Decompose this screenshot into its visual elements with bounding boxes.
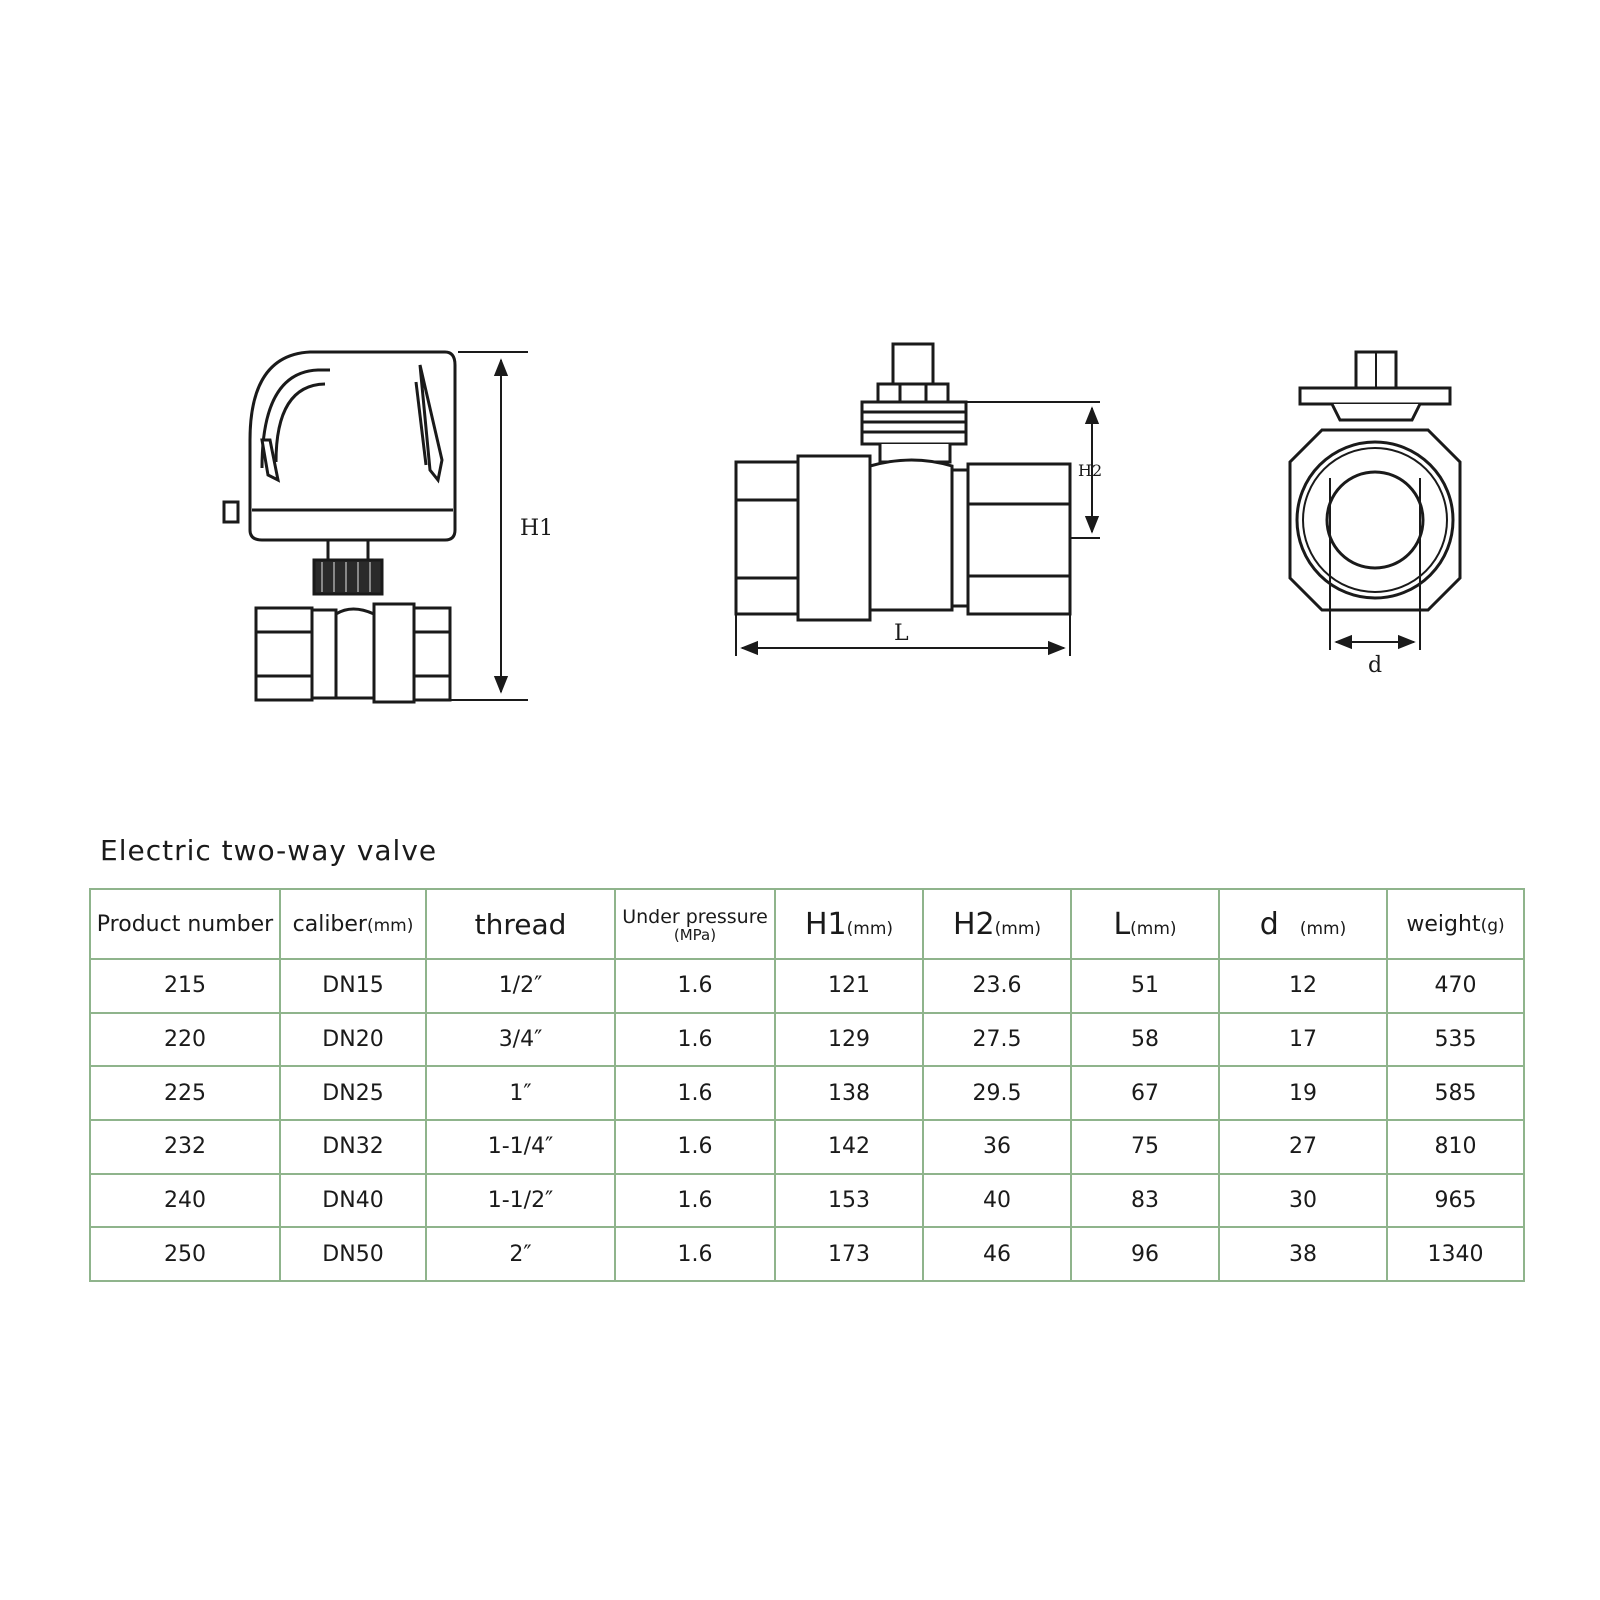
table-row — [90, 1120, 1524, 1174]
cell-l: 75 — [1071, 1120, 1219, 1174]
cell-h2: 46 — [923, 1227, 1071, 1281]
cell-d: 12 — [1219, 959, 1387, 1013]
cell-pressure: 1.6 — [615, 1174, 775, 1228]
cell-thread: 2″ — [426, 1227, 615, 1281]
cell-pressure: 1.6 — [615, 1120, 775, 1174]
cell-d: 19 — [1219, 1066, 1387, 1120]
cell-h1: 153 — [775, 1174, 923, 1228]
cell-weight: 585 — [1387, 1066, 1524, 1120]
cell-h2: 27.5 — [923, 1013, 1071, 1067]
cell-h1: 129 — [775, 1013, 923, 1067]
header-row — [90, 889, 1524, 959]
valve-front-drawing — [736, 344, 1103, 656]
cell-l: 58 — [1071, 1013, 1219, 1067]
cell-thread: 1/2″ — [426, 959, 615, 1013]
spec-table — [89, 888, 1525, 1282]
cell-d: 17 — [1219, 1013, 1387, 1067]
cell-thread: 3/4″ — [426, 1013, 615, 1067]
cell-product: 240 — [90, 1174, 280, 1228]
cell-caliber: DN50 — [280, 1227, 426, 1281]
cell-pressure: 1.6 — [615, 1227, 775, 1281]
header-h1: H1(mm) — [775, 889, 923, 959]
table-title: Electric two-way valve — [100, 834, 438, 867]
header-pressure: Under pressure (MPa) — [615, 889, 775, 959]
cell-h2: 29.5 — [923, 1066, 1071, 1120]
header-caliber: caliber(mm) — [280, 889, 426, 959]
table-row — [90, 1013, 1524, 1067]
cell-product: 250 — [90, 1227, 280, 1281]
table-row — [90, 1174, 1524, 1228]
cell-weight: 810 — [1387, 1120, 1524, 1174]
valve-end-drawing — [1290, 352, 1460, 650]
h2-dimension-label: H2 — [1078, 461, 1103, 480]
d-dimension-label: d — [1368, 653, 1383, 678]
cell-thread: 1-1/2″ — [426, 1174, 615, 1228]
cell-h1: 142 — [775, 1120, 923, 1174]
cell-weight: 1340 — [1387, 1227, 1524, 1281]
cell-caliber: DN15 — [280, 959, 426, 1013]
cell-weight: 535 — [1387, 1013, 1524, 1067]
cell-pressure: 1.6 — [615, 959, 775, 1013]
cell-l: 51 — [1071, 959, 1219, 1013]
header-weight: weight(g) — [1387, 889, 1524, 959]
cell-h2: 40 — [923, 1174, 1071, 1228]
cell-h1: 173 — [775, 1227, 923, 1281]
header-h2: H2(mm) — [923, 889, 1071, 959]
cell-d: 27 — [1219, 1120, 1387, 1174]
header-l: L(mm) — [1071, 889, 1219, 959]
cell-caliber: DN40 — [280, 1174, 426, 1228]
table-row — [90, 1066, 1524, 1120]
header-product-number: Product number — [90, 889, 280, 959]
cell-product: 220 — [90, 1013, 280, 1067]
cell-h1: 138 — [775, 1066, 923, 1120]
cell-h2: 36 — [923, 1120, 1071, 1174]
cell-h1: 121 — [775, 959, 923, 1013]
cell-pressure: 1.6 — [615, 1066, 775, 1120]
cell-h2: 23.6 — [923, 959, 1071, 1013]
cell-caliber: DN32 — [280, 1120, 426, 1174]
header-thread: thread — [426, 889, 615, 959]
table-row — [90, 1227, 1524, 1281]
cell-d: 38 — [1219, 1227, 1387, 1281]
cell-thread: 1-1/4″ — [426, 1120, 615, 1174]
cell-product: 225 — [90, 1066, 280, 1120]
l-dimension-label: L — [894, 621, 909, 646]
cell-l: 83 — [1071, 1174, 1219, 1228]
cell-caliber: DN20 — [280, 1013, 426, 1067]
cell-product: 215 — [90, 959, 280, 1013]
actuator-valve-side-drawing — [224, 352, 528, 702]
cell-weight: 965 — [1387, 1174, 1524, 1228]
cell-weight: 470 — [1387, 959, 1524, 1013]
table-row — [90, 959, 1524, 1013]
cell-thread: 1″ — [426, 1066, 615, 1120]
cell-product: 232 — [90, 1120, 280, 1174]
header-d: d (mm) — [1219, 889, 1387, 959]
cell-l: 96 — [1071, 1227, 1219, 1281]
cell-d: 30 — [1219, 1174, 1387, 1228]
cell-pressure: 1.6 — [615, 1013, 775, 1067]
h1-dimension-label: H1 — [520, 516, 554, 541]
cell-l: 67 — [1071, 1066, 1219, 1120]
cell-caliber: DN25 — [280, 1066, 426, 1120]
